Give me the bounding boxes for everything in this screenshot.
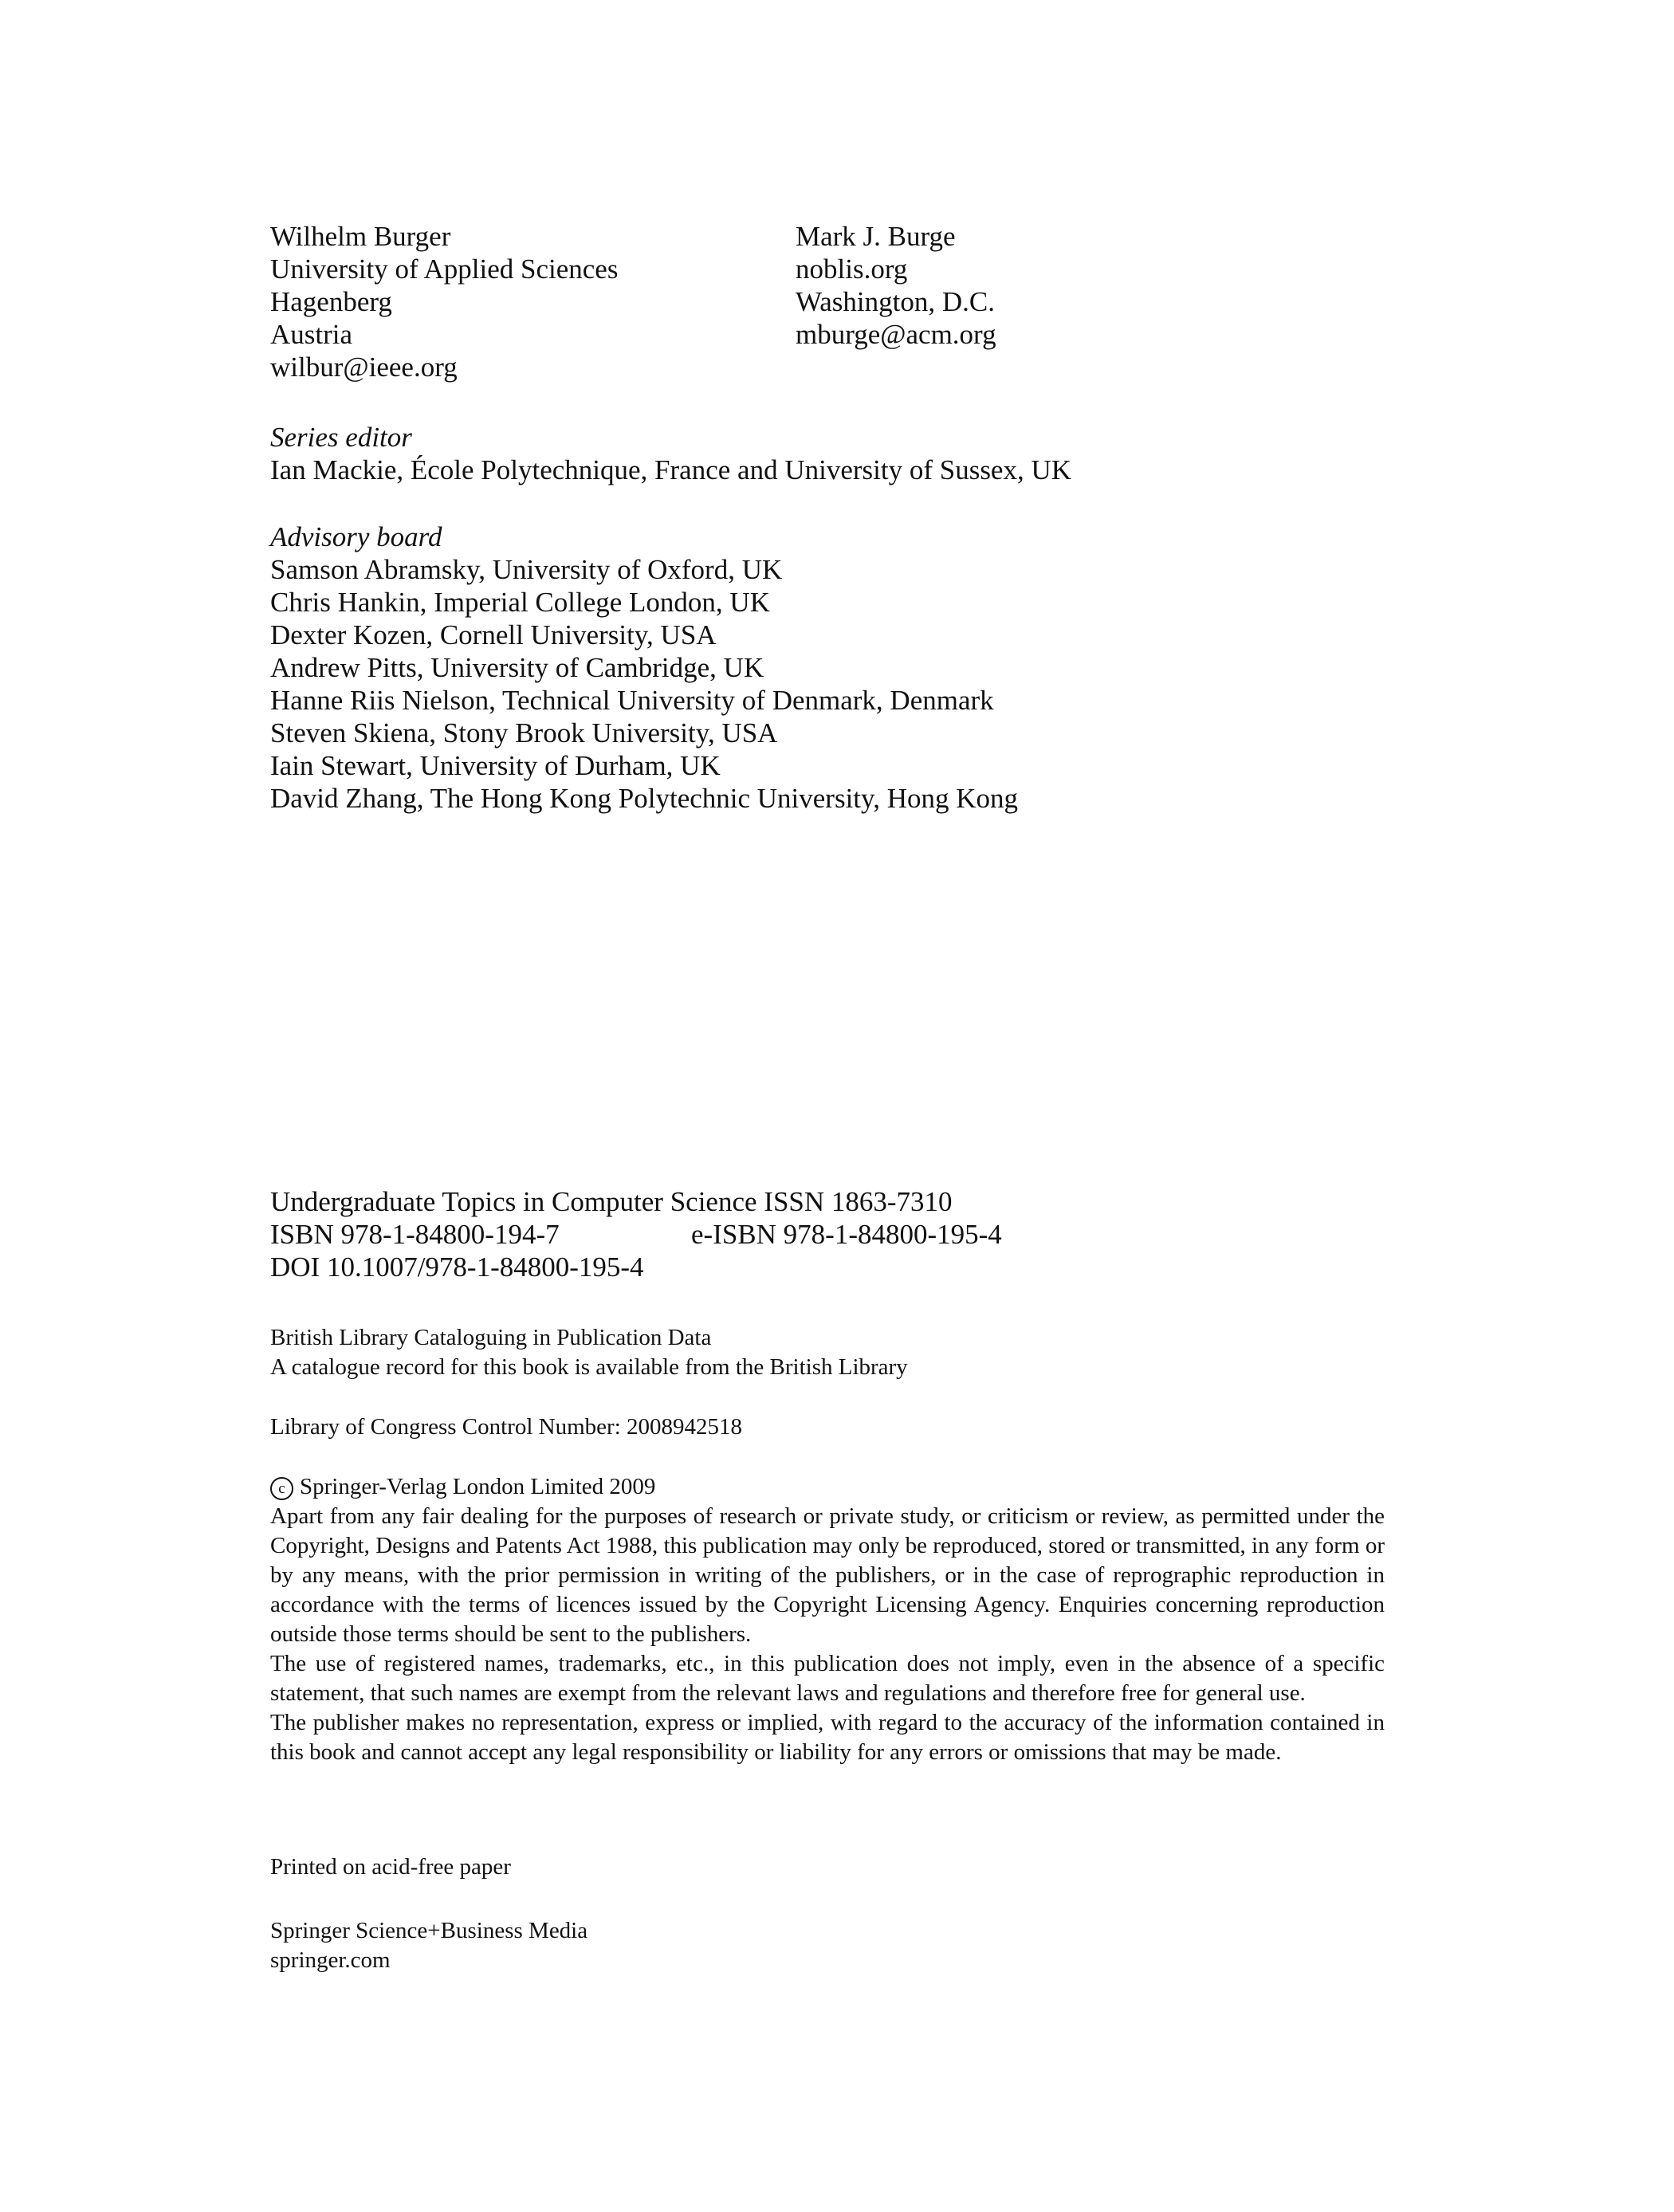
- author-name: Mark J. Burge: [796, 221, 956, 252]
- advisory-member: Dexter Kozen, Cornell University, USA: [270, 619, 717, 650]
- isbn: ISBN 978-1-84800-194-7: [270, 1219, 560, 1250]
- author-institution: noblis.org: [796, 253, 908, 285]
- copyright-notice: [270, 1472, 1385, 1767]
- advisory-member: Iain Stewart, University of Durham, UK: [270, 750, 721, 781]
- printed-note: [270, 1853, 511, 1882]
- author-right: [796, 220, 996, 351]
- copyright-paragraph: The use of registered names, trademarks, etc., in this publication does not imply, even in the absence of a specific statement, that such names are exempt from the relevant laws and regulations and therefore free for general use.: [270, 1651, 1385, 1706]
- copyright-holder: Springer-Verlag London Limited 2009: [300, 1474, 656, 1499]
- series-editor-heading: Series editor: [270, 422, 412, 453]
- advisory-member: Andrew Pitts, University of Cambridge, UK: [270, 652, 764, 683]
- printed-text: Printed on acid-free paper: [270, 1854, 511, 1880]
- copyright-icon: c: [270, 1477, 293, 1500]
- author-email: mburge@acm.org: [796, 319, 996, 350]
- author-city: Washington, D.C.: [796, 286, 995, 317]
- publisher: [270, 1916, 587, 1975]
- series-issn: Undergraduate Topics in Computer Science ISSN 1863-7310: [270, 1186, 953, 1217]
- author-left: [270, 220, 618, 383]
- loc-text: Library of Congress Control Number: 2008942518: [270, 1414, 743, 1440]
- advisory-member: Steven Skiena, Stony Brook University, USA: [270, 717, 778, 748]
- loc-control-number: [270, 1412, 742, 1442]
- cataloguing-line: A catalogue record for this book is available from the British Library: [270, 1354, 908, 1380]
- publisher-name: Springer Science+Business Media: [270, 1918, 588, 1943]
- author-country: Austria: [270, 319, 353, 350]
- advisory-member: Hanne Riis Nielson, Technical University of Denmark, Denmark: [270, 685, 994, 716]
- copyright-paragraph: Apart from any fair dealing for the purposes of research or private study, or criticism or review, as permitted under the Copyright, Designs and Patents Act 1988, this publication may only be reproduced, stored or transmitted, in any form or by any means, with the prior permission in writing of the publishers, or in the case of reprographic reproduction in accordance with the terms of licences issued by the Copyright Licensing Agency. Enquiries concerning reproduction outside those terms should be sent to the publishers.: [270, 1503, 1385, 1647]
- author-email: wilbur@ieee.org: [270, 352, 458, 383]
- eisbn: e-ISBN 978-1-84800-195-4: [691, 1219, 1002, 1250]
- author-name: Wilhelm Burger: [270, 221, 451, 252]
- copyright-paragraph: The publisher makes no representation, express or implied, with regard to the accuracy of the information contained in this book and cannot accept any legal responsibility or liability for any errors or omissions that may be made.: [270, 1710, 1385, 1765]
- author-institution: University of Applied Sciences: [270, 253, 619, 285]
- advisory-member: Samson Abramsky, University of Oxford, UK: [270, 554, 783, 585]
- series-editor-text: Ian Mackie, École Polytechnique, France and University of Sussex, UK: [270, 454, 1072, 485]
- series-editor: [270, 421, 1071, 486]
- cataloguing-line: British Library Cataloguing in Publication Data: [270, 1325, 712, 1350]
- copyright-line: [270, 1472, 1385, 1502]
- cataloguing-data: [270, 1323, 908, 1382]
- doi: DOI 10.1007/978-1-84800-195-4: [270, 1251, 644, 1283]
- advisory-member: David Zhang, The Hong Kong Polytechnic University, Hong Kong: [270, 783, 1019, 814]
- publisher-web: springer.com: [270, 1947, 391, 1973]
- author-city: Hagenberg: [270, 286, 392, 317]
- advisory-board-heading: Advisory board: [270, 521, 442, 552]
- advisory-member: Chris Hankin, Imperial College London, UK: [270, 587, 770, 618]
- publication-identifiers: [270, 1185, 1067, 1283]
- advisory-board: [270, 521, 1018, 815]
